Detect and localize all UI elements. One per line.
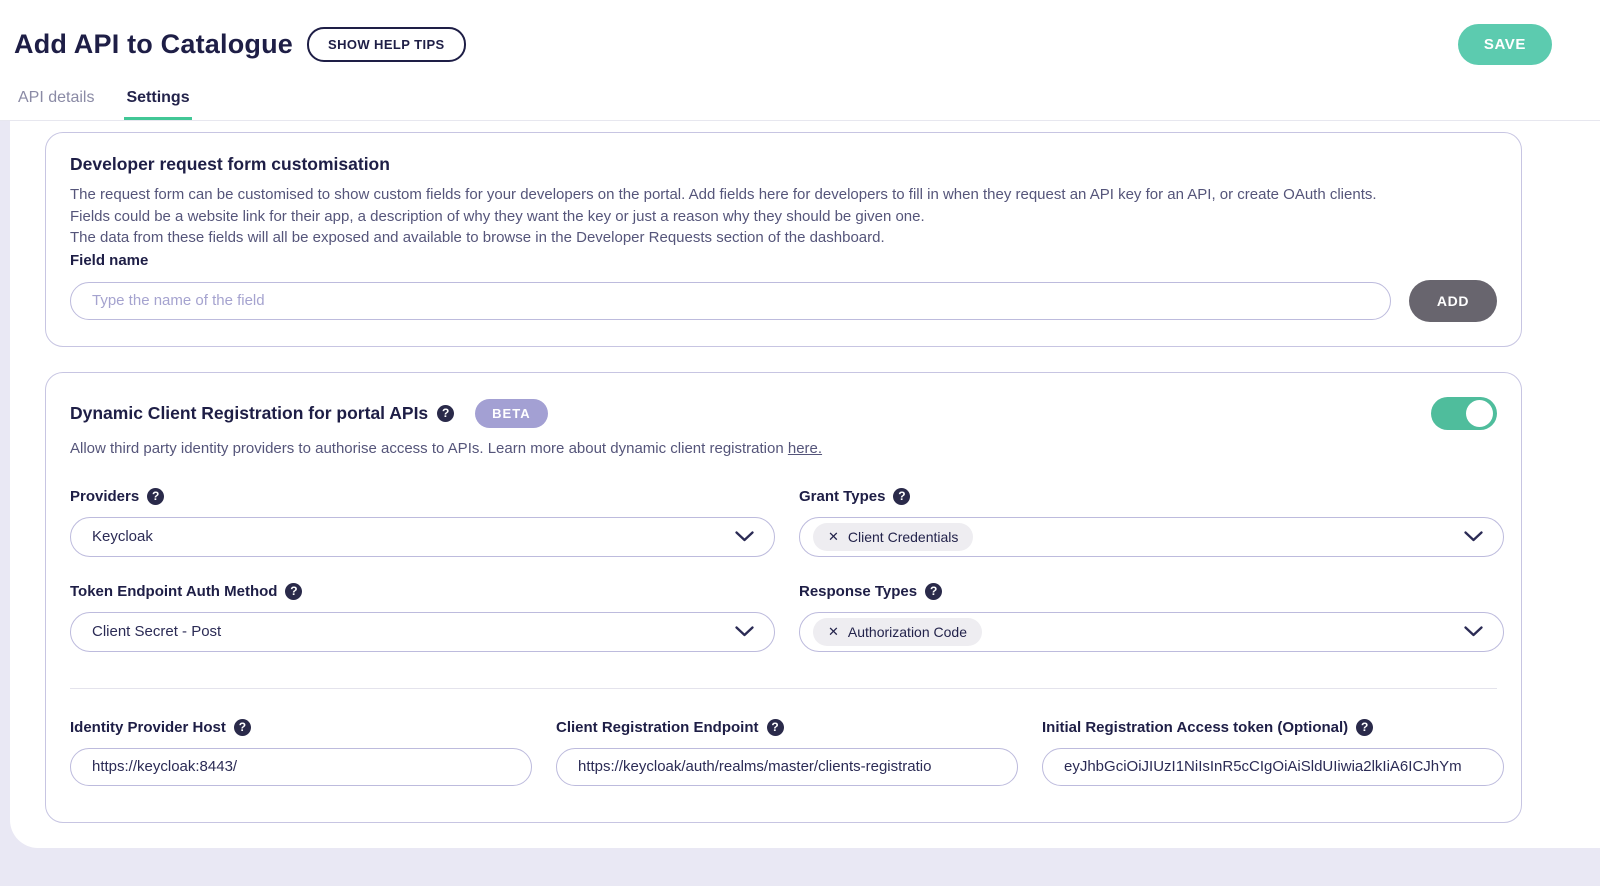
help-icon[interactable]: ? (285, 583, 302, 600)
request-form-card (45, 132, 1522, 347)
request-form-description-line: The data from these fields will all be exposed and available to browse in the Developer Requests section of the dashboard. (70, 229, 885, 246)
request-form-card-title: Developer request form customisation (70, 154, 390, 174)
remove-icon[interactable]: ✕ (828, 623, 839, 639)
help-icon[interactable]: ? (147, 488, 164, 505)
response-types-label: Response Types (799, 582, 918, 600)
help-icon[interactable]: ? (925, 583, 942, 600)
dcr-card-title: Dynamic Client Registration for portal APIs (70, 402, 429, 423)
client-registration-endpoint-label: Client Registration Endpoint (556, 718, 759, 736)
add-field-button[interactable]: ADD (1409, 280, 1497, 322)
grant-types-chip-label: Client Credentials (847, 528, 959, 545)
add-field-row (70, 280, 1497, 322)
token-endpoint-auth-method-value: Client Secret - Post (92, 623, 222, 640)
beta-badge: BETA (475, 399, 547, 428)
main-content (10, 121, 1600, 848)
providers-label-row (70, 488, 775, 505)
tab-bar (0, 83, 1600, 120)
chevron-down-icon (735, 531, 754, 542)
tab-api-details[interactable]: API details (18, 89, 95, 106)
dcr-description (70, 440, 1497, 457)
dcr-description-text: Allow third party identity providers to authorise access to APIs. Learn more about dynamic client registration (70, 439, 788, 457)
providers-field (70, 488, 775, 557)
toggle-knob (1466, 400, 1493, 427)
identity-provider-host-input[interactable] (70, 748, 532, 786)
identity-provider-host-field (70, 719, 532, 786)
token-endpoint-auth-method-select[interactable] (70, 612, 775, 652)
help-icon[interactable]: ? (1356, 719, 1373, 736)
request-form-description-line: Fields could be a website link for their app, a description of why they want the key or just a reason why they should be given one. (70, 207, 925, 225)
help-icon[interactable]: ? (893, 488, 910, 505)
token-endpoint-auth-method-label-row (70, 583, 775, 600)
initial-registration-access-token-label: Initial Registration Access token (Optional) (1042, 718, 1349, 736)
token-endpoint-auth-method-label: Token Endpoint Auth Method (70, 582, 278, 600)
chevron-down-icon (1464, 531, 1483, 542)
client-registration-endpoint-field (556, 719, 1018, 786)
dcr-learn-more-link[interactable]: here. (787, 439, 823, 457)
grant-types-select[interactable] (799, 517, 1504, 557)
providers-label: Providers (70, 487, 140, 505)
dcr-card (45, 372, 1522, 823)
dcr-enable-toggle[interactable] (1431, 397, 1497, 430)
chevron-down-icon (735, 626, 754, 637)
grant-types-chip (813, 523, 973, 551)
page-header (0, 0, 1600, 121)
identity-provider-host-label-row (70, 719, 532, 736)
help-icon[interactable]: ? (437, 405, 454, 422)
providers-value: Keycloak (92, 528, 153, 545)
remove-icon[interactable]: ✕ (828, 528, 839, 544)
token-endpoint-auth-method-field (70, 583, 775, 652)
dcr-host-grid (70, 719, 1497, 786)
dcr-header-row (70, 397, 1497, 430)
response-types-select[interactable] (799, 612, 1504, 652)
dcr-section-divider (70, 688, 1497, 689)
response-types-field (799, 583, 1504, 652)
grant-types-label: Grant Types (799, 487, 886, 505)
page-title: Add API to Catalogue (14, 29, 293, 59)
initial-registration-access-token-field (1042, 719, 1504, 786)
providers-select[interactable] (70, 517, 775, 557)
response-types-label-row (799, 583, 1504, 600)
save-button[interactable]: SAVE (1458, 24, 1552, 65)
request-form-description-line: The request form can be customised to show custom fields for your developers on the portal. Add fields here for developers to fill in when they request an API key for an API, or create OAuth clients. (70, 186, 1377, 203)
dcr-title-wrap (70, 399, 548, 428)
grant-types-label-row (799, 488, 1504, 505)
initial-registration-access-token-input[interactable] (1042, 748, 1504, 786)
topbar (0, 0, 1600, 83)
response-types-chip (813, 618, 982, 646)
show-help-tips-button[interactable]: SHOW HELP TIPS (307, 27, 466, 62)
dcr-form-grid (70, 488, 1497, 678)
field-name-label: Field name (70, 251, 149, 269)
client-registration-endpoint-input[interactable] (556, 748, 1018, 786)
help-icon[interactable]: ? (767, 719, 784, 736)
grant-types-field (799, 488, 1504, 557)
initial-registration-access-token-label-row (1042, 719, 1504, 736)
chevron-down-icon (1464, 626, 1483, 637)
help-icon[interactable]: ? (234, 719, 251, 736)
response-types-chip-label: Authorization Code (847, 623, 967, 640)
tab-settings[interactable]: Settings (124, 83, 191, 120)
client-registration-endpoint-label-row (556, 719, 1018, 736)
field-name-input[interactable] (70, 282, 1391, 320)
identity-provider-host-label: Identity Provider Host (70, 718, 226, 736)
